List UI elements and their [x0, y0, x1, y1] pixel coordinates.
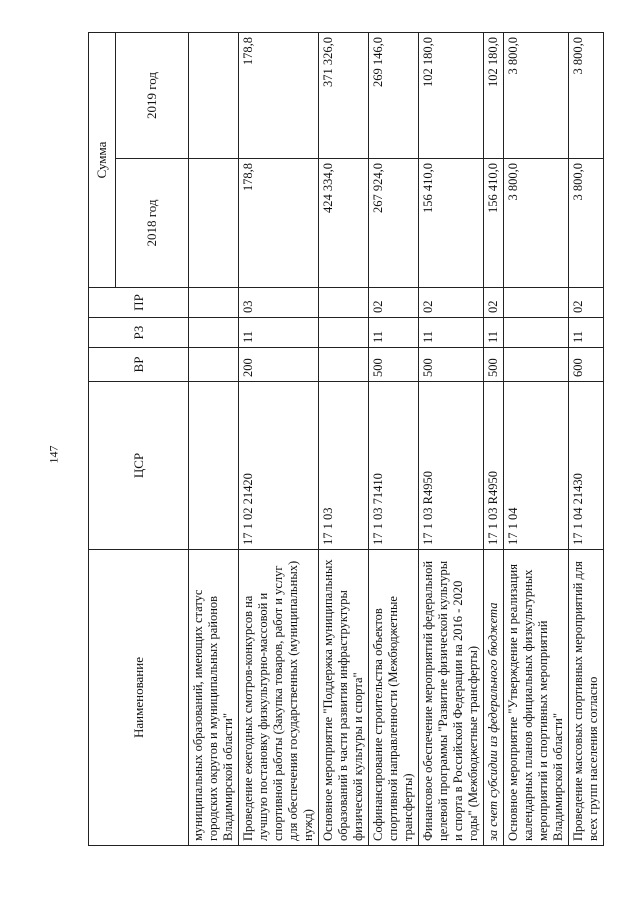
cell-2019: 3 800,0 — [569, 33, 604, 159]
header-2019: 2019 год — [116, 33, 189, 159]
table-row — [484, 33, 504, 846]
cell-2018: 156 410,0 — [419, 159, 484, 288]
cell-rz — [504, 318, 569, 348]
cell-pr — [504, 288, 569, 318]
table-row — [569, 33, 604, 846]
budget-table — [88, 32, 604, 846]
cell-2018: 3 800,0 — [569, 159, 604, 288]
cell-2019: 102 180,0 — [484, 33, 504, 159]
cell-csr: 17 1 03 71410 — [369, 382, 419, 550]
cell-2018: 156 410,0 — [484, 159, 504, 288]
header-name: Наименование — [89, 550, 189, 846]
cell-name: Софинансирование строительства объектов спортивной направленности (Межбюджетные трансферты) — [369, 550, 419, 846]
table-row — [504, 33, 569, 846]
cell-name: муниципальных образований, имеющих статус городских округов и муниципальных районов Владимирской области" — [189, 550, 239, 846]
cell-2018 — [189, 159, 239, 288]
cell-2018: 267 924,0 — [369, 159, 419, 288]
cell-rz: 11 — [369, 318, 419, 348]
cell-name: за счет субсидии из федерального бюджета — [484, 550, 504, 846]
cell-2019 — [189, 33, 239, 159]
cell-vr — [504, 348, 569, 382]
cell-2019: 269 146,0 — [369, 33, 419, 159]
header-csr: ЦСР — [89, 382, 189, 550]
cell-rz — [189, 318, 239, 348]
header-2018: 2018 год — [116, 159, 189, 288]
cell-csr: 17 1 04 21430 — [569, 382, 604, 550]
cell-csr — [189, 382, 239, 550]
cell-2019: 178,8 — [239, 33, 319, 159]
cell-csr: 17 1 03 R4950 — [419, 382, 484, 550]
cell-pr: 03 — [239, 288, 319, 318]
cell-vr — [319, 348, 369, 382]
cell-csr: 17 1 04 — [504, 382, 569, 550]
table-row — [369, 33, 419, 846]
cell-rz: 11 — [419, 318, 484, 348]
cell-pr — [189, 288, 239, 318]
cell-csr: 17 1 03 R4950 — [484, 382, 504, 550]
header-pr: ПР — [89, 288, 189, 318]
cell-rz: 11 — [569, 318, 604, 348]
cell-vr: 500 — [419, 348, 484, 382]
cell-vr: 200 — [239, 348, 319, 382]
cell-pr: 02 — [569, 288, 604, 318]
budget-table-sheet — [88, 33, 610, 846]
cell-vr: 500 — [369, 348, 419, 382]
table-row — [189, 33, 239, 846]
cell-name: Проведение массовых спортивных мероприятий для всех групп населения согласно — [569, 550, 604, 846]
cell-pr: 02 — [419, 288, 484, 318]
cell-name: Основное мероприятие "Утверждение и реализация календарных планов официальных физкультурных мероприятий и спортивных мероприятий Владимирской области" — [504, 550, 569, 846]
cell-rz: 11 — [239, 318, 319, 348]
cell-csr: 17 1 03 — [319, 382, 369, 550]
cell-vr — [189, 348, 239, 382]
cell-2019: 371 326,0 — [319, 33, 369, 159]
cell-name: Основное мероприятие "Поддержка муниципальных образований в части развития инфраструктуры физической культуры и спорта" — [319, 550, 369, 846]
table-row — [239, 33, 319, 846]
cell-pr — [319, 288, 369, 318]
cell-name: Финансовое обеспечение мероприятий федеральной целевой программы "Развитие физической культуры и спорта в Российской Федерации на 2016 - 2020 годы" (Межбюджетные трансферты) — [419, 550, 484, 846]
cell-2018: 3 800,0 — [504, 159, 569, 288]
cell-2018: 424 334,0 — [319, 159, 369, 288]
table-row — [419, 33, 484, 846]
cell-vr: 500 — [484, 348, 504, 382]
cell-rz — [319, 318, 369, 348]
header-rz: РЗ — [89, 318, 189, 348]
cell-vr: 600 — [569, 348, 604, 382]
cell-2019: 102 180,0 — [419, 33, 484, 159]
page-number: 147 — [46, 445, 61, 464]
cell-2018: 178,8 — [239, 159, 319, 288]
header-vr: ВР — [89, 348, 189, 382]
table-row — [319, 33, 369, 846]
header-sum: Сумма — [89, 33, 116, 288]
cell-pr: 02 — [369, 288, 419, 318]
cell-name: Проведение ежегодных смотров-конкурсов на лучшую постановку физкультурно-массовой и спортивной работы (Закупка товаров, работ и услуг для обеспечения государственных (муниципальных) нужд) — [239, 550, 319, 846]
cell-csr: 17 1 02 21420 — [239, 382, 319, 550]
cell-2019: 3 800,0 — [504, 33, 569, 159]
cell-rz: 11 — [484, 318, 504, 348]
cell-pr: 02 — [484, 288, 504, 318]
